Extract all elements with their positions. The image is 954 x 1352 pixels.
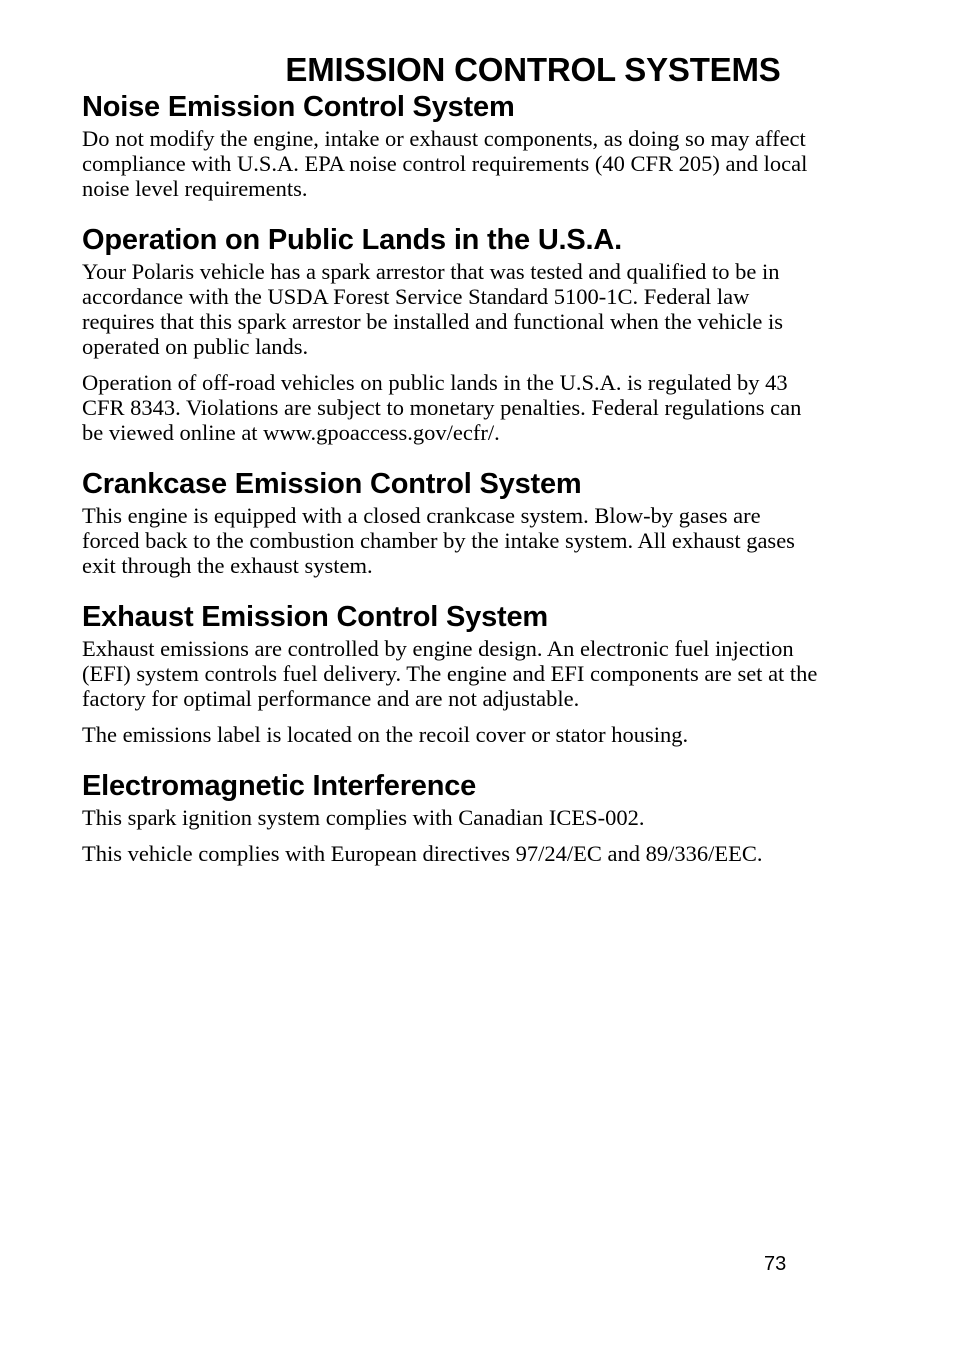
page-number: 73 [764, 1253, 787, 1275]
section-heading: Exhaust Emission Control System [82, 601, 548, 633]
section-heading: Electromagnetic Interference [82, 770, 477, 802]
section-heading: Operation on Public Lands in the U.S.A. [82, 224, 623, 256]
page-title: EMISSION CONTROL SYSTEMS [285, 51, 781, 88]
section-paragraph: Do not modify the engine, intake or exhaust components, as doing so may affect compliance with U.S.A. EPA noise control requirements (40 CFR 205) and local noise level requirements. [82, 126, 808, 201]
section-paragraph: This spark ignition system complies with Canadian ICES-002. [82, 805, 645, 830]
section-paragraph: Operation of off-road vehicles on public lands in the U.S.A. is regulated by 43 CFR 8343. Violations are subject to monetary penalties. Federal regulations can be viewed online at www.gpoaccess.gov/ecfr/. [82, 370, 802, 445]
section-paragraph: This vehicle complies with European directives 97/24/EC and 89/336/EEC. [82, 841, 763, 866]
section-crankcase-emission [82, 465, 822, 578]
section-noise-emission [82, 88, 822, 201]
section-heading: Crankcase Emission Control System [82, 468, 582, 500]
section-paragraph: The emissions label is located on the recoil cover or stator housing. [82, 722, 689, 747]
section-paragraph: Your Polaris vehicle has a spark arrestor that was tested and qualified to be in accordance with the USDA Forest Service Standard 5100-1C. Federal law requires that this spark arrestor be installed and functional when the vehicle is operated on public lands. [82, 259, 784, 359]
section-exhaust-emission [82, 598, 822, 747]
section-electromagnetic-interference [82, 767, 822, 866]
section-paragraph: Exhaust emissions are controlled by engine design. An electronic fuel injection (EFI) system controls fuel delivery. The engine and EFI components are set at the factory for optimal performance and are not adjustable. [82, 636, 818, 711]
page-content [82, 88, 822, 866]
section-heading: Noise Emission Control System [82, 91, 515, 123]
section-paragraph: This engine is equipped with a closed crankcase system. Blow-by gases are forced back to the combustion chamber by the intake system. All exhaust gases exit through the exhaust system. [82, 503, 795, 578]
section-public-lands [82, 221, 822, 445]
